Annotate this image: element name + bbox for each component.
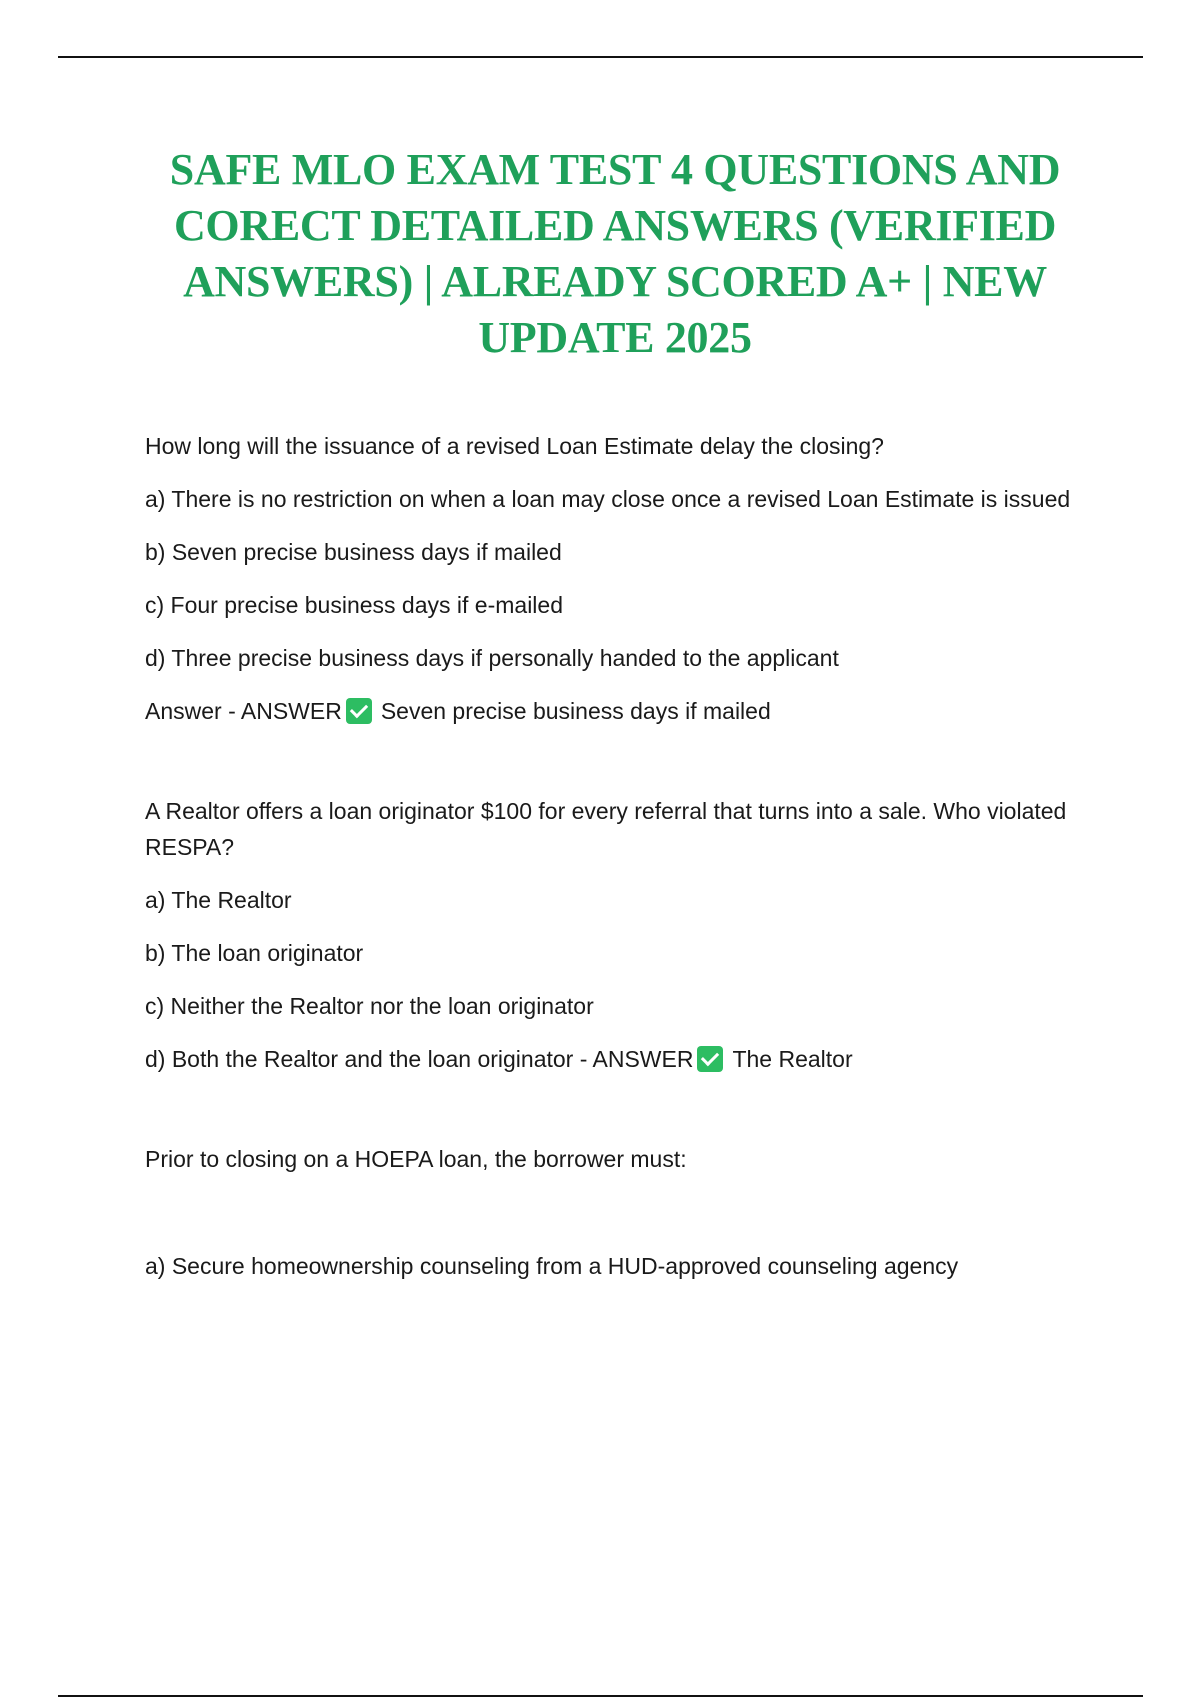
check-mark-icon — [346, 698, 372, 724]
answer-option: c) Neither the Realtor nor the loan originator — [145, 993, 594, 1019]
answer-option: b) Seven precise business days if mailed — [145, 539, 562, 565]
question-stem: A Realtor offers a loan originator $100 for every referral that turns into a sale. Who violated RESPA? — [145, 798, 1067, 860]
answer-prefix: d) Both the Realtor and the loan originator - ANSWER — [145, 1046, 694, 1072]
answer-text: Seven precise business days if mailed — [380, 698, 771, 724]
answer-option: b) The loan originator — [145, 940, 364, 966]
answer-prefix: Answer - ANSWER — [145, 698, 342, 724]
question-list — [145, 428, 1105, 1301]
answer-option: a) The Realtor — [145, 887, 292, 913]
top-divider — [58, 56, 1143, 58]
answer-line — [145, 693, 1105, 729]
document-title: SAFE MLO EXAM TEST 4 QUESTIONS AND CORECT DETAILED ANSWERS (VERIFIED ANSWERS) | ALREADY SCORED A+ | NEW UPDATE 2025 — [169, 145, 1061, 362]
question-stem: How long will the issuance of a revised Loan Estimate delay the closing? — [145, 433, 884, 459]
question-stem: Prior to closing on a HOEPA loan, the borrower must: — [145, 1146, 687, 1172]
answer-line — [145, 1041, 1105, 1077]
answer-option: d) Three precise business days if personally handed to the applicant — [145, 645, 839, 671]
check-mark-icon — [697, 1046, 723, 1072]
answer-text: The Realtor — [732, 1046, 853, 1072]
bottom-divider — [58, 1695, 1143, 1697]
answer-option: a) Secure homeownership counseling from a HUD-approved counseling agency — [145, 1253, 959, 1279]
answer-option: a) There is no restriction on when a loan may close once a revised Loan Estimate is issued — [145, 486, 1071, 512]
answer-option: c) Four precise business days if e-mailed — [145, 592, 563, 618]
